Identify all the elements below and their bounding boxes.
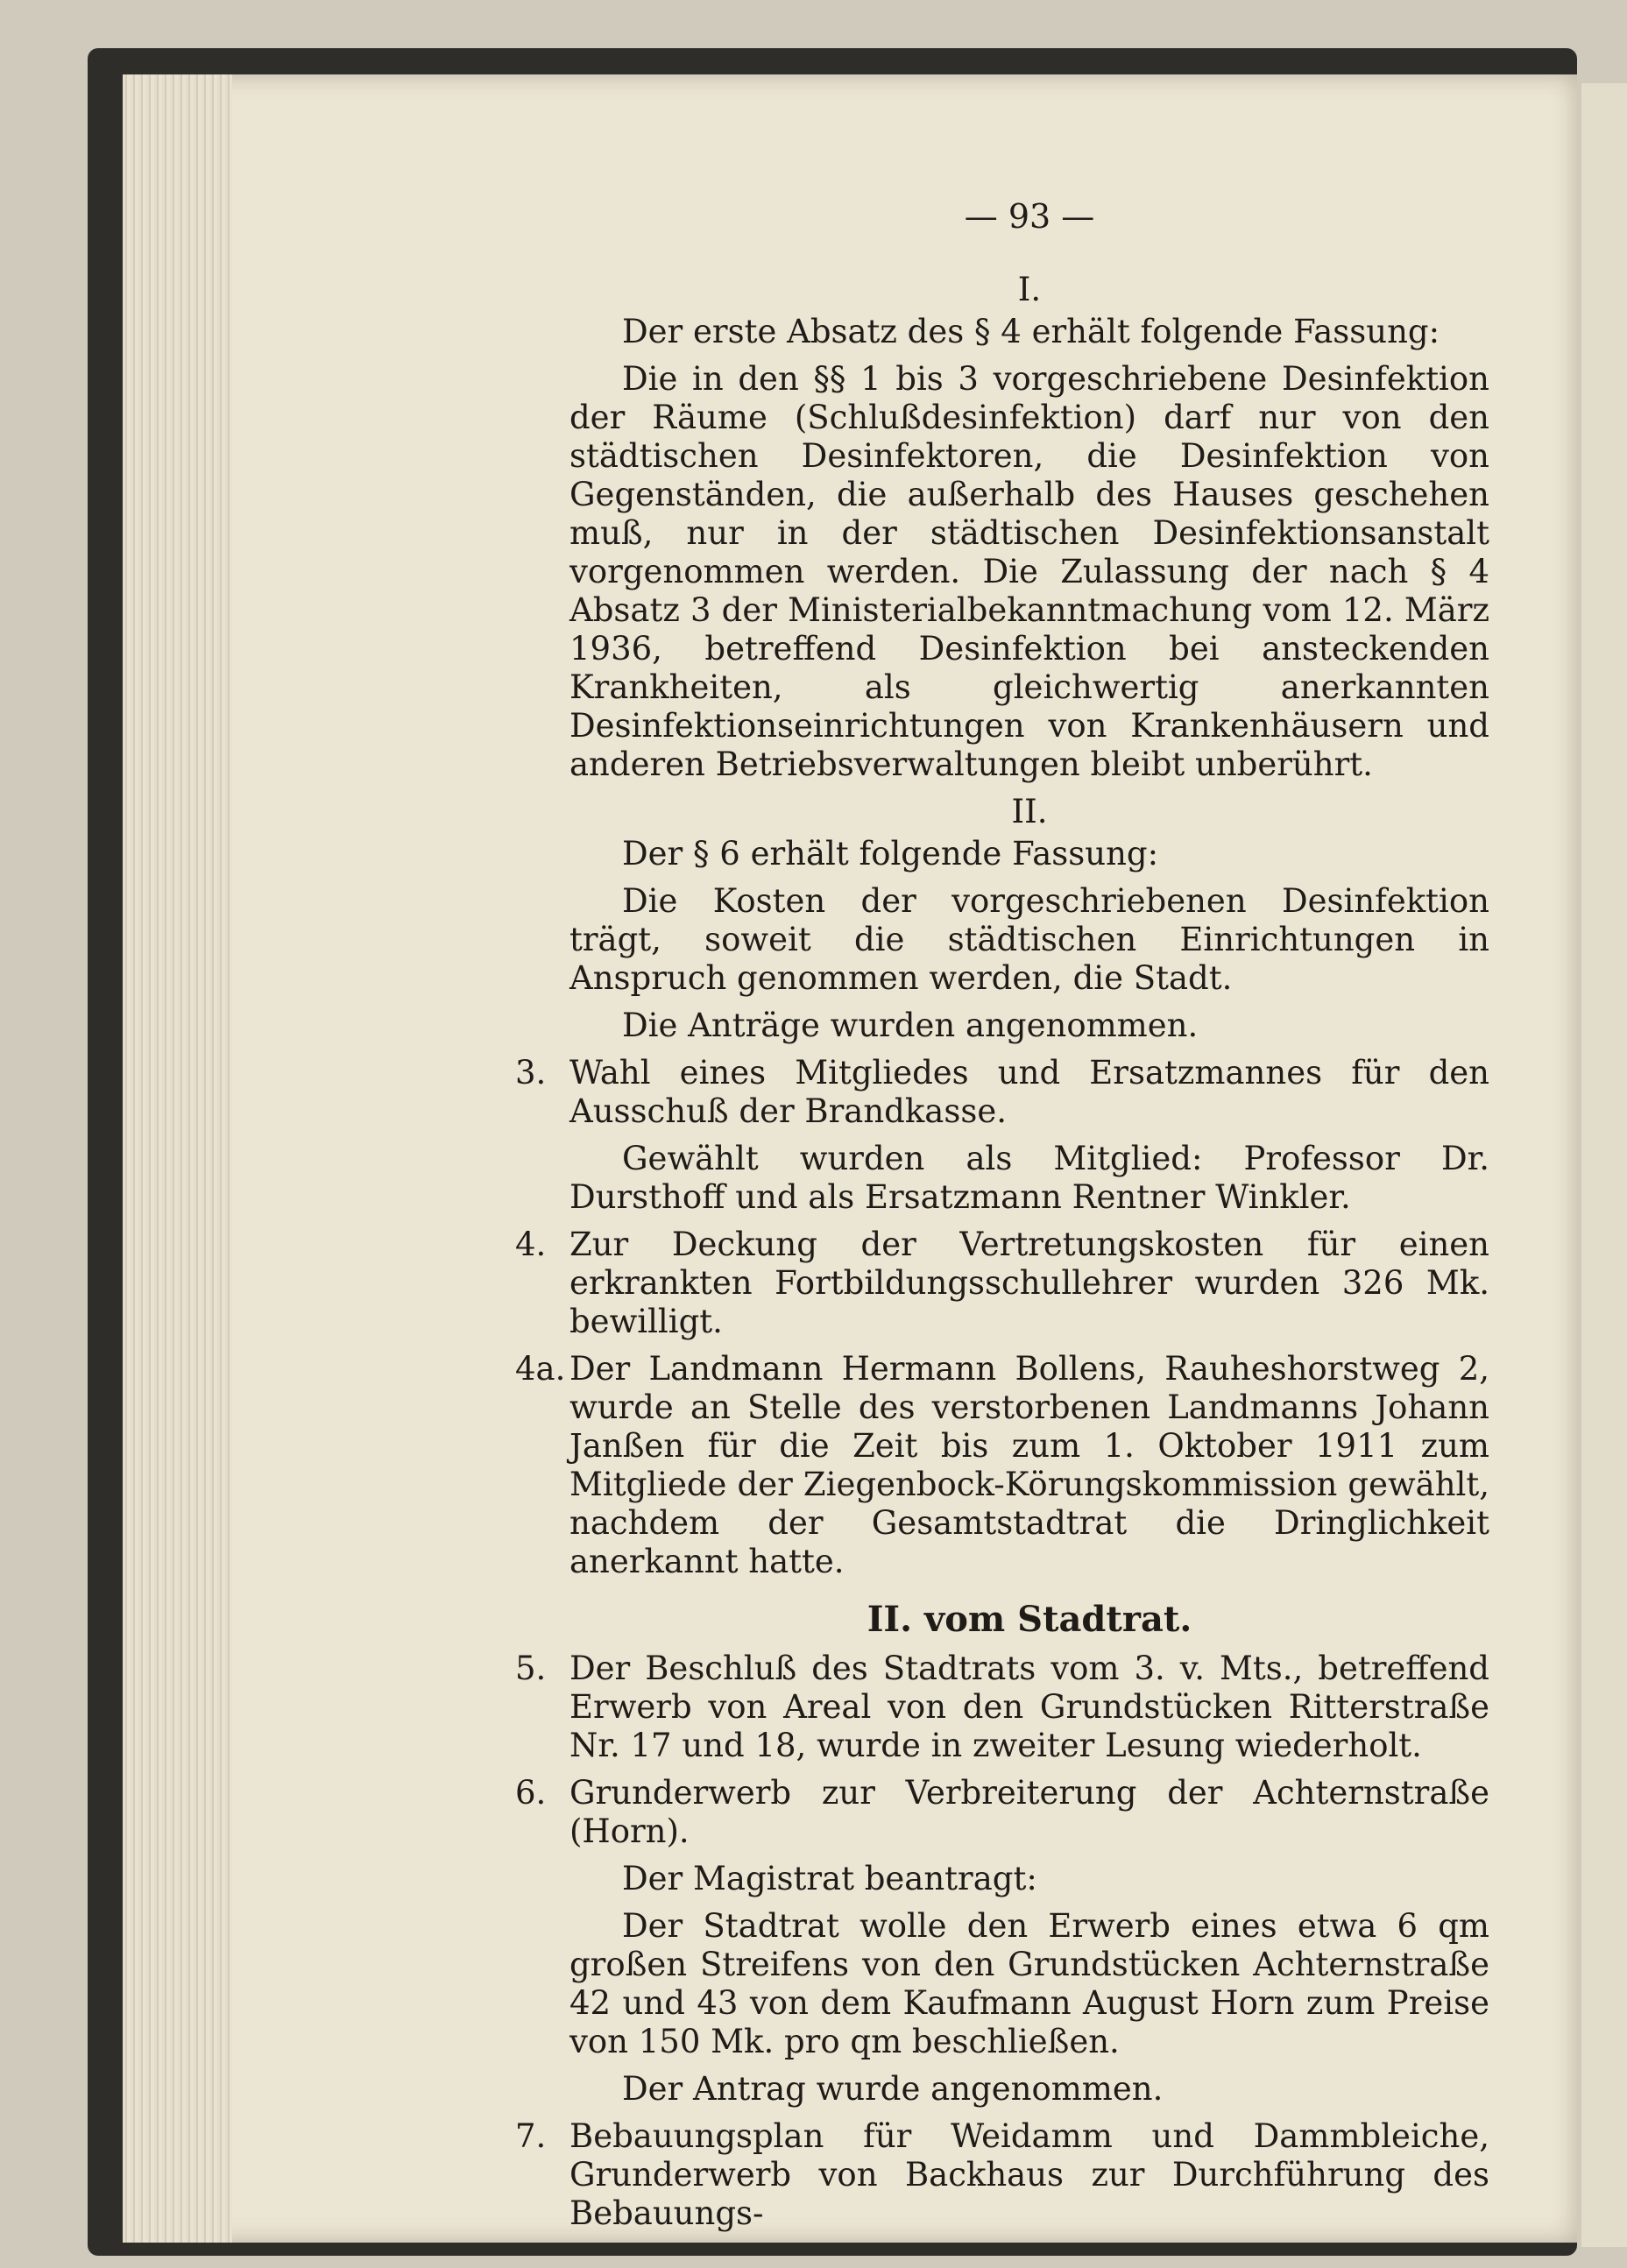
item-number: 7. — [515, 2117, 547, 2155]
numbered-item — [515, 2117, 1489, 2233]
item-number: 6. — [515, 1774, 547, 1812]
paragraph: Gewählt wurden als Mitglied: Professor Dr. Dursthoff und als Ersatzmann Rentner Winkler. — [569, 1140, 1489, 1216]
numbered-item — [515, 1226, 1489, 1341]
numbered-item — [515, 1054, 1489, 1131]
item-text: Wahl eines Mitgliedes und Ersatzmannes für den Ausschuß der Brandkasse. — [569, 1054, 1489, 1130]
item-text: Bebauungsplan für Weidamm und Dammbleiche, Grunderwerb von Backhaus zur Durchführung des Bebauungs- — [569, 2117, 1489, 2232]
numbered-item — [515, 1350, 1489, 1581]
numbered-item — [515, 1774, 1489, 1851]
item-number: 5. — [515, 1650, 547, 1687]
section-heading: I. — [1017, 271, 1042, 308]
paragraph: Der § 6 erhält folgende Fassung: — [622, 835, 1159, 873]
paragraph: Der erste Absatz des § 4 erhält folgende Fassung: — [622, 313, 1440, 350]
section-heading: II. — [1011, 793, 1048, 830]
item-text: Der Landmann Hermann Bollens, Rauheshorstweg 2, wurde an Stelle des verstorbenen Landmanns Johann Janßen für die Zeit bis zum 1. Oktober 1911 zum Mitgliede der Ziegenbock-Körungskommission gewählt, nachdem der Gesamtstadtrat die Dringlichkeit anerkannt hatte. — [569, 1350, 1489, 1580]
page-edges — [123, 74, 232, 2243]
page-content — [515, 197, 1489, 2242]
item-text: Zur Deckung der Vertretungskosten für einen erkrankten Fortbildungsschullehrer wurden 326 Mk. bewilligt. — [569, 1226, 1489, 1340]
numbered-item — [515, 1650, 1489, 1765]
next-page-edge — [1581, 83, 1627, 2247]
paragraph: Die in den §§ 1 bis 3 vorgeschriebene Desinfektion der Räume (Schlußdesinfektion) darf nur von den städtischen Desinfektoren, die Desinfektion von Gegenständen, die außerhalb des Hauses geschehen muß, nur in der städtischen Desinfektionsanstalt vorgenommen werden. Die Zulassung der nach § 4 Absatz 3 der Ministerialbekanntmachung vom 12. März 1936, betreffend Desinfektion bei ansteckenden Krankheiten, als gleichwertig anerkannten Desinfektionseinrichtungen von Krankenhäusern und anderen Betriebsverwaltungen bleibt unberührt. — [569, 360, 1489, 783]
item-number: 4a. — [515, 1350, 566, 1388]
paragraph: Die Anträge wurden angenommen. — [622, 1007, 1199, 1044]
paragraph: Die Kosten der vorgeschriebenen Desinfektion trägt, soweit die städtischen Einrichtungen in Anspruch genommen werden, die Stadt. — [569, 882, 1489, 997]
item-text: Grunderwerb zur Verbreiterung der Achternstraße (Horn). — [569, 1774, 1489, 1850]
paragraph: Der Magistrat beantragt: — [622, 1860, 1037, 1897]
section-title: II. vom Stadtrat. — [867, 1599, 1192, 1640]
item-text: Der Beschluß des Stadtrats vom 3. v. Mts., betreffend Erwerb von Areal von den Grundstücken Ritterstraße Nr. 17 und 18, wurde in zweiter Lesung wiederholt. — [569, 1650, 1489, 1764]
paragraph: Der Stadtrat wolle den Erwerb eines etwa 6 qm großen Streifens von den Grundstücken Achternstraße 42 und 43 von dem Kaufmann August Horn zum Preise von 150 Mk. pro qm beschließen. — [569, 1907, 1489, 2060]
paragraph: Der Antrag wurde angenommen. — [622, 2070, 1164, 2108]
page-number: — 93 — — [964, 197, 1095, 236]
item-number: 4. — [515, 1226, 547, 1263]
item-number: 3. — [515, 1054, 547, 1092]
